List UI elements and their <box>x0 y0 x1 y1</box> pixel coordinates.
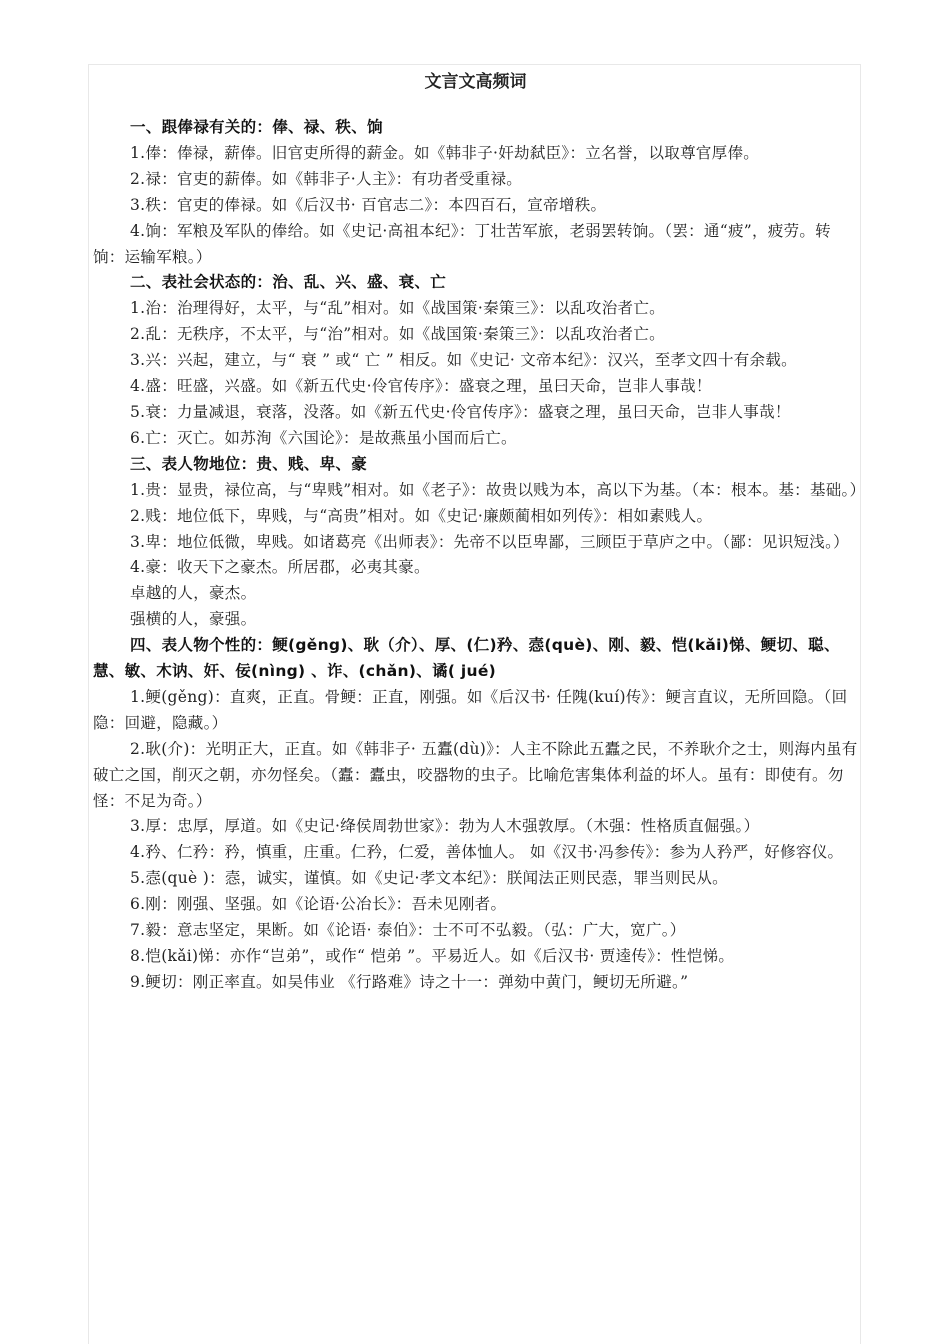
paragraph: 1.鲠(gěng)：直爽，正直。骨鲠：正直，刚强。如《后汉书· 任隗(kuí)传》：鲠言直议，无所回隐。（回隐：回避，隐藏。） <box>93 687 848 732</box>
paragraph: 1.俸：俸禄，薪俸。旧官吏所得的薪金。如《韩非子·奸劫弑臣》：立名誉，以取尊官厚俸。 <box>130 143 760 162</box>
paragraph: 3.兴：兴起，建立，与“ 衰 ” 或“ 亡 ” 相反。如《史记· 文帝本纪》：汉兴，至孝文四十有余载。 <box>130 351 797 370</box>
paragraph: 7.毅：意志坚定，果断。如《论语· 泰伯》：士不可不弘毅。（弘：广大，宽广。） <box>130 921 686 940</box>
paragraph: 4.饷：军粮及军队的俸给。如《史记·高祖本纪》：丁壮苦军旅，老弱罢转饷。（罢：通“疲”，疲劳。转饷：运输军粮。） <box>93 221 831 266</box>
paragraph: 2.乱：无秩序，不太平，与“治”相对。如《战国策·秦策三》：以乱攻治者亡。 <box>130 325 665 344</box>
paragraph: 8.恺(kǎi)悌：亦作“岂弟”，或作“ 恺弟 ”。平易近人。如《后汉书· 贾逵传》：性恺悌。 <box>130 947 735 965</box>
paragraph: 6.亡：灭亡。如苏洵《六国论》：是故燕虽小国而后亡。 <box>130 428 517 447</box>
paragraph: 强横的人，豪强。 <box>130 610 257 629</box>
document-page <box>88 64 866 1344</box>
paragraph: 4.盛：旺盛，兴盛。如《新五代史·伶官传序》：盛衰之理，虽曰天命，岂非人事哉！ <box>130 377 712 396</box>
paragraph: 4.矜、仁矜：矜，慎重，庄重。仁矜，仁爱，善体恤人。 如《汉书·冯参传》：参为人矜严，好修容仪。 <box>130 843 844 862</box>
page-title: 文言文高频词 <box>424 72 527 92</box>
paragraph: 3.秩：官吏的俸禄。如《后汉书· 百官志二》：本四百石，宣帝增秩。 <box>130 195 607 214</box>
paragraph: 卓越的人，豪杰。 <box>130 584 257 603</box>
section-heading: 一、跟俸禄有关的：俸、禄、秩、饷 <box>130 118 383 136</box>
section-heading: 四、表人物个性的：鲠(gěng)、耿（介）、厚、(仁)矜、悫(què)、刚、毅、恺(kǎi)悌、鲠切、聪、慧、敏、木讷、奸、佞(nìng) 、诈、(chǎn)、谲( jué) <box>93 636 840 681</box>
paragraph: 5.衰：力量减退，衰落，没落。如《新五代史·伶官传序》：盛衰之理，虽曰天命，岂非人事哉！ <box>130 402 791 421</box>
paragraph: 3.卑：地位低微，卑贱。如诸葛亮《出师表》：先帝不以臣卑鄙，三顾臣于草庐之中。（鄙：见识短浅。） <box>130 532 849 551</box>
section-heading: 二、表社会状态的：治、乱、兴、盛、衰、亡 <box>130 273 447 292</box>
paragraph: 2.贱：地位低下，卑贱，与“高贵”相对。如《史记·廉颇蔺相如列传》：相如素贱人。 <box>130 506 713 525</box>
paragraph: 4.豪：收天下之豪杰。所居郡，必夷其豪。 <box>130 558 430 577</box>
document-body <box>93 115 866 996</box>
paragraph: 2.耿(介)：光明正大，正直。如《韩非子· 五蠹(dù)》：人主不除此五蠹之民，不养耿介之士，则海内虽有破亡之国，削灭之朝，亦勿怪矣。（蠹：蠹虫，咬器物的虫子。比喻危害集体利益的坏人。虽有：即使有。勿怪：不足为奇。） <box>93 739 858 810</box>
section-heading: 三、表人物地位：贵、贱、卑、豪 <box>130 454 368 473</box>
paragraph: 9.鲠切：刚正率直。如吴伟业 《行路难》诗之十一：弹劾中黄门，鲠切无所避。” <box>130 972 689 991</box>
paragraph: 3.厚：忠厚，厚道。如《史记·绛侯周勃世家》：勃为人木强敦厚。（木强：性格质直倔强。） <box>130 817 760 836</box>
paragraph: 5.悫(què )：悫，诚实，谨慎。如《史记·孝文本纪》：朕闻法正则民悫，罪当则民从。 <box>130 869 728 888</box>
paragraph: 6.刚：刚强、坚强。如《论语·公冶长》：吾未见刚者。 <box>130 895 507 914</box>
paragraph: 1.治：治理得好，太平，与“乱”相对。如《战国策·秦策三》：以乱攻治者亡。 <box>130 299 665 318</box>
paragraph: 1.贵：显贵，禄位高，与“卑贱”相对。如《老子》：故贵以贱为本，高以下为基。（本：根本。基：基础。） <box>130 480 866 499</box>
paragraph: 2.禄：官吏的薪俸。如《韩非子·人主》：有功者受重禄。 <box>130 169 523 188</box>
